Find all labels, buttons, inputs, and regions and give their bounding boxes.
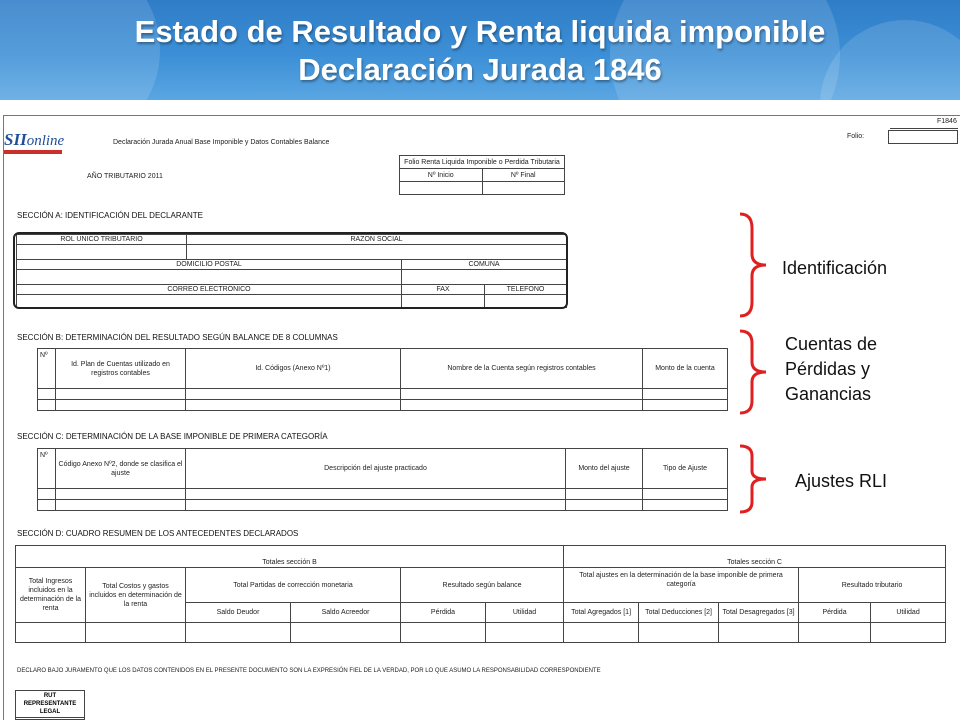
table-cell[interactable] <box>799 623 871 643</box>
slide-header <box>0 0 960 100</box>
table-cell[interactable] <box>38 500 56 511</box>
brace-path <box>740 214 766 316</box>
annotation-cuentas-line3: Ganancias <box>785 384 872 404</box>
annotation-cuentas-line1: Cuentas de <box>785 334 878 354</box>
costos-header: Total Costos y gastos incluidos en determinación de la renta <box>86 568 186 623</box>
section-c-descripcion-header: Descripción del ajuste practicado <box>186 449 566 489</box>
section-a-table <box>16 234 567 308</box>
table-row <box>38 500 728 511</box>
table-cell[interactable] <box>643 400 728 411</box>
logo-underline <box>4 150 62 154</box>
ingresos-header: Total Ingresos incluidos en la determinación de la renta <box>16 568 86 623</box>
annotation-cuentas-line2: Pérdidas y <box>785 359 871 379</box>
folio-end-cell[interactable] <box>482 182 565 195</box>
telefono-header: TELEFONO <box>485 285 567 295</box>
rut-representante-label: RUT REPRESENTANTE LEGAL <box>16 691 84 718</box>
table-row <box>38 389 728 400</box>
table-cell[interactable] <box>643 389 728 400</box>
table-cell[interactable] <box>16 623 86 643</box>
section-c-codigo-header: Código Anexo Nº2, donde se clasifica el ajuste <box>56 449 186 489</box>
correo-cell[interactable] <box>17 295 402 308</box>
sii-online-logo <box>4 130 65 154</box>
folio-range-table <box>399 155 565 195</box>
section-b-monto-header: Monto de la cuenta <box>643 349 728 389</box>
section-d-title: SECCIÓN D: CUADRO RESUMEN DE LOS ANTECEDENTES DECLARADOS <box>17 529 299 538</box>
razon-social-cell[interactable] <box>187 245 567 260</box>
logo-text: online <box>26 133 65 149</box>
folio-start-cell[interactable] <box>400 182 483 195</box>
form-code-line <box>890 128 958 129</box>
section-b-plan-header: Id. Plan de Cuentas utilizado en registros contables <box>56 349 186 389</box>
ajustes-header: Total ajustes en la determinación de la base imponible de primera categoría <box>564 568 799 603</box>
section-a-title: SECCIÓN A: IDENTIFICACIÓN DEL DECLARANTE <box>17 211 203 220</box>
telefono-cell[interactable] <box>485 295 567 308</box>
brace-path <box>740 446 766 512</box>
brace-cuentas <box>736 328 776 416</box>
partidas-header: Total Partidas de corrección monetaria <box>186 568 401 603</box>
section-d-table <box>15 545 946 643</box>
resultado-tributario-header: Resultado tributario <box>799 568 946 603</box>
table-cell[interactable] <box>639 623 719 643</box>
rut-header: ROL UNICO TRIBUTARIO <box>17 235 187 245</box>
folio-end-header: Nº Final <box>482 169 565 182</box>
saldo-deudor-header: Saldo Deudor <box>186 603 291 623</box>
table-cell[interactable] <box>566 489 643 500</box>
table-cell[interactable] <box>56 400 186 411</box>
table-row <box>38 400 728 411</box>
folio-range-header: Folio Renta Liquida Imponible o Perdida Tributaria <box>400 156 565 169</box>
table-cell[interactable] <box>56 500 186 511</box>
section-b-table <box>37 348 728 411</box>
table-cell[interactable] <box>186 500 566 511</box>
section-b-codigos-header: Id. Códigos (Anexo Nº1) <box>186 349 401 389</box>
table-cell[interactable] <box>186 489 566 500</box>
doc-title: Declaración Jurada Anual Base Imponible y Datos Contables Balance <box>113 139 330 146</box>
folio-start-header: Nº Inicio <box>400 169 483 182</box>
table-cell[interactable] <box>56 489 186 500</box>
perdida-tributario-header: Pérdida <box>799 603 871 623</box>
domicilio-cell[interactable] <box>17 270 402 285</box>
table-cell[interactable] <box>38 489 56 500</box>
table-cell[interactable] <box>291 623 401 643</box>
table-cell[interactable] <box>86 623 186 643</box>
section-c-table <box>37 448 728 511</box>
declaration-form <box>0 115 960 720</box>
rut-cell[interactable] <box>17 245 187 260</box>
agregados-header: Total Agregados [1] <box>564 603 639 623</box>
table-cell[interactable] <box>566 500 643 511</box>
perdida-balance-header: Pérdida <box>401 603 486 623</box>
razon-social-header: RAZON SOCIAL <box>187 235 567 245</box>
table-cell[interactable] <box>38 389 56 400</box>
table-row <box>16 623 946 643</box>
table-cell[interactable] <box>186 400 401 411</box>
table-cell[interactable] <box>38 400 56 411</box>
section-b-title: SECCIÓN B: DETERMINACIÓN DEL RESULTADO SEGÚN BALANCE DE 8 COLUMNAS <box>17 333 338 342</box>
form-code: F1846 <box>937 118 957 125</box>
slide-title-line1: Estado de Resultado y Renta liquida imponible <box>134 14 826 49</box>
totales-b-header: Totales sección B <box>16 546 564 568</box>
correo-header: CORREO ELECTRÓNICO <box>17 285 402 295</box>
tax-year-label: AÑO TRIBUTARIO 2011 <box>87 173 163 180</box>
domicilio-header: DOMICILIO POSTAL <box>17 260 402 270</box>
rut-representante-box <box>15 690 85 720</box>
deducciones-header: Total Deducciones [2] <box>639 603 719 623</box>
table-cell[interactable] <box>719 623 799 643</box>
table-cell[interactable] <box>401 400 643 411</box>
utilidad-tributario-header: Utilidad <box>871 603 946 623</box>
table-row <box>38 489 728 500</box>
desagregados-header: Total Desagregados [3] <box>719 603 799 623</box>
resultado-balance-header: Resultado según balance <box>401 568 564 603</box>
utilidad-balance-header: Utilidad <box>486 603 564 623</box>
brace-ajustes <box>736 443 776 515</box>
table-cell[interactable] <box>186 389 401 400</box>
brace-path <box>740 331 766 413</box>
table-cell[interactable] <box>871 623 946 643</box>
fax-header: FAX <box>402 285 485 295</box>
saldo-acreedor-header: Saldo Acreedor <box>291 603 401 623</box>
table-cell[interactable] <box>56 389 186 400</box>
logo-brand: SII <box>4 130 27 149</box>
table-cell[interactable] <box>186 623 291 643</box>
slide-title-line2: Declaración Jurada 1846 <box>298 52 662 87</box>
section-c-number-header: Nº <box>38 449 56 489</box>
section-b-nombre-header: Nombre de la Cuenta según registros contables <box>401 349 643 389</box>
table-cell[interactable] <box>401 623 486 643</box>
section-c-tipo-header: Tipo de Ajuste <box>643 449 728 489</box>
table-cell[interactable] <box>486 623 564 643</box>
table-cell[interactable] <box>564 623 639 643</box>
comuna-header: COMUNA <box>402 260 567 270</box>
table-cell[interactable] <box>643 500 728 511</box>
totales-c-header: Totales sección C <box>564 546 946 568</box>
brace-identificacion <box>736 210 776 320</box>
table-cell[interactable] <box>401 389 643 400</box>
comuna-cell[interactable] <box>402 270 567 285</box>
fax-cell[interactable] <box>402 295 485 308</box>
annotation-ajustes: Ajustes RLI <box>795 471 888 491</box>
folio-input[interactable] <box>888 130 958 144</box>
table-cell[interactable] <box>643 489 728 500</box>
section-c-monto-header: Monto del ajuste <box>566 449 643 489</box>
annotation-identificacion: Identificación <box>782 258 888 278</box>
folio-label: Folio: <box>847 133 865 140</box>
section-b-number-header: Nº <box>38 349 56 389</box>
sworn-declaration: DECLARO BAJO JURAMENTO QUE LOS DATOS CONTENIDOS EN EL PRESENTE DOCUMENTO SON LA EXPRESIÓN FIEL DE LA VERDAD, POR LO QUE ASUMO LA RESPONSABILIDAD CORRESPONDIENTE <box>17 668 601 674</box>
section-c-title: SECCIÓN C: DETERMINACIÓN DE LA BASE IMPONIBLE DE PRIMERA CATEGORÍA <box>17 432 328 441</box>
